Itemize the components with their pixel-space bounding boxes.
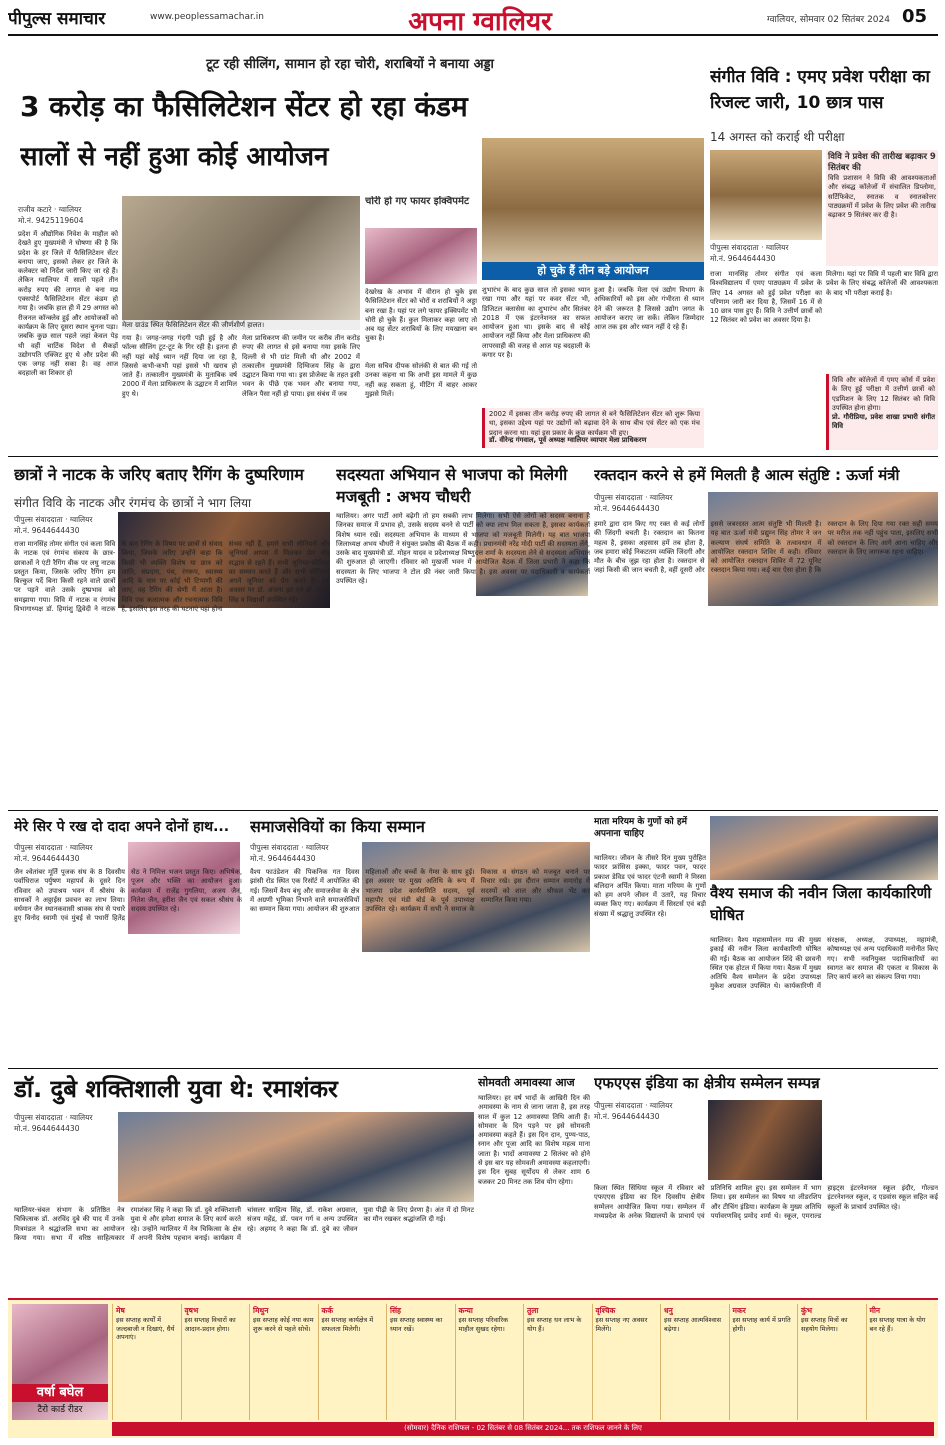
byline-phone: मो.नं. 9644644430 <box>710 254 776 263</box>
samajsevi-byline: पीपुल्स संवाददाता · ग्वालियर मो.नं. 9644644430 <box>250 843 329 863</box>
rashi-grid <box>112 1304 934 1420</box>
samajsevi-body: वैश्य फाउंडेशन की पिकनिक गत दिवस झांसी रोड स्थित एक रिसॉर्ट में आयोजित की गई। जिसमें वैश्य बंधु और समाजसेवा के क्षेत्र में अग्रणी भूमिका निभाने वाले समाजसेवियों का सम्मान किया गया। आयोजन की शुरुआत महिलाओं और बच्चों के गेम्स के साथ हुई। इस अवसर पर मुख्य अतिथि के रूप में भाजपा प्रदेश कार्यसमिति सदस्य, पूर्व महापौर एवं मंडी बोर्ड के पूर्व उपाध्यक्ष उपस्थित रहे। कार्यक्रम में सभी ने समाज के विकास व संगठन को मजबूत बनाने पर विचार रखे। इस दौरान सम्मान समारोह में सदस्यों को शाल और श्रीफल भेंट कर सम्मानित किया गया। <box>250 868 590 914</box>
byline-phone: मो.नं. 9644644430 <box>594 1112 660 1121</box>
lead-byline: राजीव कटारे · ग्वालियर मो.नं. 9425119604 <box>18 205 84 225</box>
music-side-box <box>826 150 938 266</box>
lead-body-5: मेला सचिव दीपक सोलंकी से बात की गई तो उनका कहना था कि अभी इस मामले में कुछ नहीं कह सकता हूं, मीटिंग में बाहर आकर मुझसे मिलें। <box>365 362 477 398</box>
rashi-text: इस सप्ताह स्वास्थ्य का ध्यान रखें। <box>390 1316 443 1333</box>
byline-name: पीपुल्स संवाददाता <box>710 243 759 252</box>
music-byline: पीपुल्स संवाददाता · ग्वालियर मो.नं. 9644644430 <box>710 243 789 263</box>
rashi-name: वृश्चिक <box>595 1306 616 1315</box>
rashifal-section <box>8 1298 938 1438</box>
dada-body: जैन श्वेतांबर मूर्ति पूजक संघ के 8 दिवसीय पर्वाधिराज पर्युषण महापर्व के दूसरे दिन रविवार को उपाश्रय भवन में श्रीसंघ के साधकों ने अठ्ठाईस प्रवचन का लाभ लिया। वर्धमान जैन स्थानकवासी श्रावक संघ से पधारे हुए विनोद स्वामी एवं मुंबई से पधारीं हितेंद्र सेठ ने निमित्त भजन प्रस्तुत किए। अभिषेक, पूजन और भक्ति का आयोजन हुआ। कार्यक्रम में राजेंद्र गुगलिया, अजय जैन, नितेश जैन, हरीश जैन एवं सकल श्रीसंघ के सदस्य उपस्थित रहे। <box>14 868 242 923</box>
rashi-text: इस सप्ताह आत्मविश्वास बढ़ेगा। <box>664 1316 722 1333</box>
rashi-text: इस सप्ताह मित्रों का सहयोग मिलेगा। <box>801 1316 848 1333</box>
rashi-cell <box>455 1304 524 1420</box>
byline-name: राजीव कटारे <box>18 205 52 214</box>
rashi-text: इस सप्ताह कार्य में प्रगति होगी। <box>732 1316 791 1333</box>
lead-photo-ceiling <box>122 196 360 320</box>
rashi-name: कुंभ <box>801 1306 813 1315</box>
astrologer-name: वर्षा बघेल <box>12 1384 108 1402</box>
byline-place: ग्वालियर <box>649 493 673 502</box>
byline-name: पीपुल्स संवाददाता <box>14 843 63 852</box>
section-title: अपना ग्वालियर <box>408 7 552 34</box>
music-body-2: मिलेगा। यहां पर विवि में पहली बार विवि द्वारा प्रवेश के लिए संबद्ध कॉलेजों की आवश्यकता के बाद भी परीक्षा कराई है। <box>826 270 938 297</box>
rashi-text: इस सप्ताह कार्यों में जल्दबाजी न दिखाएं, धैर्य अपनाएं। <box>116 1316 175 1341</box>
byline-phone: मो.नं. 9644644430 <box>594 504 660 513</box>
rashi-cell <box>592 1304 661 1420</box>
vaishya-photo <box>710 816 938 880</box>
rashi-name: वृषभ <box>184 1306 199 1315</box>
date-line: ग्वालियर, सोमवार 02 सितंबर 2024 <box>766 15 890 25</box>
lead-body-3: मेला प्राधिकरण की जमीन पर करीब तीन करोड़ रुपए की लागत से इसे बनाया गया इसके लिए दिल्ली से भी ग्रांट मिली थी और 2002 में तत्कालीन मुख्यमंत्री दिग्विजय सिंह के द्वारा उद्घाटन किया गया था। इस प्रोजेक्ट के तहत इसी भवन के पीछे एक भवन और बनाया गया, लेकिन पैसा नहीं हो पाया। इस संबंध में जब <box>242 334 360 398</box>
inset-title: चोरी हो गए फायर इक्विपमेंट <box>365 196 470 207</box>
inset-body: देखरेख के अभाव में वीरान हो चुके इस फैसिलिटेशन सेंटर को चोरों व शराबियों ने अड्डा बना रखा है। यहां पर लगे फायर इक्विपमेंट भी चोरी हो चुके हैं। कुल मिलाकर कहा जाए तो अब यह सेंटर शराबियों के लिए मयखाना बन चुका है। <box>365 288 477 343</box>
byline-place: ग्वालियर <box>69 515 93 524</box>
quote-author: डॉ. वीरेन्द्र गंगवाल, पूर्व अध्यक्ष ग्वालियर व्यापार मेला प्राधिकरण <box>489 436 647 444</box>
rashi-text: इस सप्ताह विचारों का आदान-प्रदान होगा। <box>184 1316 236 1333</box>
lead-quote <box>482 408 704 448</box>
byline-phone: मो.नं. 9425119604 <box>18 216 84 225</box>
byline-name: पीपुल्स संवाददाता <box>14 515 63 524</box>
byline-phone: मो.नं. 9644644430 <box>14 1124 80 1133</box>
byline-phone: मो.नं. 9644644430 <box>250 854 316 863</box>
rashi-text: इस सप्ताह परिवारिक माहौल सुखद रहेगा। <box>458 1316 509 1333</box>
section-rule-3 <box>8 1068 938 1069</box>
section-rule-2 <box>8 810 938 811</box>
newspaper-logo: पीपुल्स समाचार <box>8 9 106 28</box>
drama-body: राजा मानसिंह तोमर संगीत एवं कला विवि के नाटक एवं रंगमंच संकाय के छात्र-छात्राओं ने एंटी रैगिंग वीक पर लघु नाटक प्रस्तुत किया, जिसके जरिए रैगिंग हम बिल्कुल पर्दे बिना किसी रहने वाले छात्रों पर पड़ने वाले उसके दुष्प्रभाव को समझाया गया। विवि में नाटक व रंगमंच विभागाध्यक्ष डॉ. हिमांशु द्विवेदी ने नाटक के बाद रैगिंग के विषय पर छात्रों से संवाद किया, जिसके जरिए उन्होंने कहा कि किसी भी व्यक्ति विशेष या छात्र को जाति, संप्रदाय, पंथ, रंगरूप, स्वास्थ्य आदि के नाम पर कोई भी टिप्पणी की जाए, वह रैगिंग की श्रेणी में आता है। विवि एक कलात्मक और रचनात्मक विवि है, इसलिए इस तरह की घटनाएं यहां होना संभव नहीं हैं, हमारे सभी सीनियर्स और जूनियर्स आपस में मिलकर प्रेम और सद्भाव से रहते हैं। सभी जूनियर-सीनियर का सम्मान करते हैं और सभी सीनियर्स अपने जूनियर को प्रेम करते हैं। इस अवसर पर डॉ. अंजना झा एवं डॉ. संजय सिंह व विद्यार्थी उपस्थित रहे। <box>14 540 330 614</box>
masthead-rule <box>8 34 938 36</box>
bjp-headline: सदस्यता अभियान से भाजपा को मिलेगी मजबूती : अभय चौधरी <box>336 465 568 506</box>
lead-headline: 3 करोड़ का फैसिलिटेशन सेंटर हो रहा कंडम <box>20 90 468 123</box>
side-body: विवि प्रशासन ने विवि की आवश्यकताओं और संबद्ध कॉलेजों में संचालित डिप्लोमा, सर्टिफिकेट, स्नातक व स्नातकोत्तर पाठ्यक्रमों में प्रवेश के लिए प्रवेश की तारीख बढ़ाकर 9 सितंबर कर दी है। <box>828 174 936 220</box>
rashi-text: इस सप्ताह धन लाभ के योग हैं। <box>527 1316 582 1333</box>
lead-kicker: टूट रही सीलिंग, सामान हो रहा चोरी, शराबियों ने बनाया अड्डा <box>206 57 494 72</box>
dubey-photo <box>118 1112 474 1202</box>
music-headline: संगीत विवि : एमए प्रवेश परीक्षा का रिजल्ट जारी, 10 छात्र पास <box>710 67 930 113</box>
blood-headline: रक्तदान करने से हमें मिलती है आत्म संतुष्टि : ऊर्जा मंत्री <box>594 466 900 484</box>
music-note <box>826 374 938 450</box>
music-subhead: 14 अगस्त को कराई थी परीक्षा <box>710 130 845 144</box>
byline-name: पीपुल्स संवाददाता <box>14 1113 63 1122</box>
rashi-cell <box>729 1304 798 1420</box>
samajsevi-headline: समाजसेवियों का किया सम्मान <box>250 817 425 836</box>
page-number: 05 <box>902 6 928 27</box>
dubey-headline: डॉ. दुबे शक्तिशाली युवा थे: रमाशंकर <box>14 1075 338 1103</box>
vaishya-body: ग्वालियर। वैश्य महासम्मेलन मप्र की मुख्य इकाई की नवीन जिला कार्यकारिणी घोषित की गई। बैठक का आयोजन शिंदे की छावनी स्थित एक होटल में किया गया। बैठक में मुख्य अतिथि वैश्य सम्मेलन के प्रदेश उपाध्यक्ष मुकेश अग्रवाल उपस्थित थे। कार्यकारिणी में संरक्षक, अध्यक्ष, उपाध्यक्ष, महामंत्री, कोषाध्यक्ष एवं अन्य पदाधिकारी मनोनीत किए गए। सभी नवनियुक्त पदाधिकारियों का स्वागत कर समाज की एकता व विकास के लिए कार्य करने का संकल्प लिया गया। <box>710 936 938 991</box>
rashi-text: इस सप्ताह नए अवसर मिलेंगे। <box>595 1316 648 1333</box>
drama-byline: पीपुल्स संवाददाता · ग्वालियर मो.नं. 9644644430 <box>14 515 93 535</box>
astrologer-title: टैरो कार्ड रीडर <box>37 1405 83 1415</box>
vaishya-headline: वैश्य समाज की नवीन जिला कार्यकारिणी घोषित <box>710 884 932 924</box>
fmas-body: किला स्थित सिंधिया स्कूल में रविवार को एफएएस इंडिया का दिन दिवसीय क्षेत्रीय सम्मेलन आयोजित किया गया। सम्मेलन में मध्यप्रदेश के अनेक विद्यालयों के प्राचार्य एवं प्रतिनिधि शामिल हुए। इस सम्मेलन में भाग लिया। इस सम्मेलन का विषय था लीडरशिप और टीचिंग इंडिया। कार्यक्रम के मुख्य अतिथि पर्यावरणविद् प्रमोद शर्मा थे। स्कूल, एमराल्ड हाइट्स इंटरनेशनल स्कूल इंदौर, गोल्डन इंटरनेशनल स्कूल, द एडवांस स्कूल सहित कई स्कूलों के प्राचार्य उपस्थित रहे। <box>594 1184 938 1220</box>
byline-place: ग्वालियर <box>305 843 329 852</box>
lead-body-6: शुभारंभ के बाद कुछ साल तो इसका ध्यान रखा गया और यहां पर कवर सेंटर भी, डिजिटल क्लासेस का शुभारंभ और सितंबर 2018 में एक इंटरनेशनल का सफल आयोजन हुआ था। इसके बाद से कोई आयोजन नहीं किया और मेला प्राधिकरण की लापरवाही की वजह से आज यह बदहाली के कगार पर है। <box>482 286 590 360</box>
byline-name: पीपुल्स संवाददाता <box>594 493 643 502</box>
rashi-name: कर्क <box>321 1306 334 1315</box>
rashi-cell <box>181 1304 250 1420</box>
rashi-name: धनु <box>664 1306 673 1315</box>
byline-place: ग्वालियर <box>765 243 789 252</box>
note-author: प्रो. गौरीप्रिया, प्रवेश शाखा प्रभारी संगीत विवि <box>832 413 935 431</box>
dubey-body: ग्वालियर-चंबल संभाग के प्रतिष्ठित नेत्र चिकित्सक डॉ. अरविंद दुबे की याद में उनके मित्रमंडल ने श्रद्धांजलि सभा का आयोजन किया गया। सभा में वरिष्ठ साहित्यकार रमाशंकर सिंह ने कहा कि डॉ. दुबे शक्तिशाली युवा थे और हमेशा समाज के लिए कार्य करते रहे। उन्होंने ग्वालियर में नेत्र चिकित्सा के क्षेत्र में अपनी विशेष पहचान बनाई। कार्यक्रम में चांसलर साहित्य सिंह, डॉ. राकेश अग्रवाल, संजय महेंद्र, डॉ. पवन गर्ग व अन्य उपस्थित रहे। अहमद ने कहा कि डॉ. दुबे का जीवन युवा पीढ़ी के लिए प्रेरणा है। अंत में दो मिनट का मौन रखकर श्रद्धांजलि दी गई। <box>14 1206 474 1242</box>
drama-subhead: संगीत विवि के नाटक और रंगमंच के छात्रों ने भाग लिया <box>14 496 252 510</box>
byline-place: ग्वालियर <box>649 1101 673 1110</box>
fmas-byline: पीपुल्स संवाददाता · ग्वालियर मो.नं. 9644644430 <box>594 1101 673 1121</box>
byline-name: पीपुल्स संवाददाता <box>250 843 299 852</box>
fmas-photo <box>708 1100 822 1180</box>
note-text: विवि और कॉलेजों में एमए कोर्स में प्रवेश के लिए हुई परीक्षा में उत्तीर्ण छात्रों को एडमिशन के लिए 12 सितंबर को विवि उपस्थित होना होगा। <box>832 376 935 412</box>
lead-subhead: सालों से नहीं हुआ कोई आयोजन <box>20 142 329 172</box>
lead-body-7: हुआ है। जबकि मेला एवं उद्योग विभाग के अधिकारियों को इस ओर गंभीरता से ध्यान देने की जरूरत है जिससे उद्योग जगत के आयोजन कराए जा सकें। लेकिन जिम्मेदार आज तक इस ओर ध्यान नहीं दे रहे हैं। <box>594 286 704 332</box>
fmas-headline: एफएएस इंडिया का क्षेत्रीय सम्मेलन सम्पन्न <box>594 1074 820 1092</box>
rashi-name: तुला <box>527 1306 539 1315</box>
section-rule-1 <box>8 456 938 457</box>
rashi-cell <box>866 1304 935 1420</box>
byline-place: ग्वालियर <box>69 1113 93 1122</box>
lead-photo1-caption: मेला ग्राउंड स्थित फैसिलिटेशन सेंटर की जीर्णशीर्ण हालत। <box>122 320 360 330</box>
newspaper-url[interactable]: www.peoplessamachar.in <box>150 12 264 22</box>
rashi-cell <box>523 1304 592 1420</box>
music-body-1: राजा मानसिंह तोमर संगीत एवं कला विश्वविद्यालय में एमए पाठ्यक्रम में प्रवेश के लिए 14 अगस्त को हुई प्रवेश परीक्षा का परिणाम जारी कर दिया है, जिसमें 16 में से 10 छात्र पास हुए हैं। विवि ने उत्तीर्ण छात्रों को 12 सितंबर को प्रवेश का अवसर दिया है। <box>710 270 822 325</box>
rashi-name: मेष <box>116 1306 125 1315</box>
lead-body-1: प्रदेश में औद्योगिक निवेश के माहौल को देखते हुए मुख्यमंत्री ने घोषणा की है कि प्रदेश के हर जिले में फैसिलिटेशन सेंटर बनाया जाए, इसको लेकर हर जिले के कलेक्टर को निर्देश जारी किए जा रहे हैं। लेकिन ग्वालियर में सालों पहले तीन करोड़ रुपए की लागत से बना मप्र एक्सपोर्ट फैसिलिटेशन सेंटर कंडम हो गया है। जबकि हाल ही में 29 अगस्त को रीजनल कॉन्क्लेव हुई और आयोजकों को कार्यक्रम के लिए दूसरा स्थान चुनना पड़ा। जबकि कुछ साल पहले जहां केवल पेड़ थी वहीं चार्टिक विदेश से सैकड़ों उद्योगपति एक्जिट हुए थे और प्रदेश की एक जगह नहीं सका है। वह आज बदहाली का शिकार हो <box>18 230 118 378</box>
rashi-cell <box>112 1304 181 1420</box>
rashi-text: इस सप्ताह यात्रा के योग बन रहे हैं। <box>869 1316 926 1333</box>
lead-photo-hall <box>482 138 704 280</box>
rashi-cell <box>318 1304 387 1420</box>
byline-phone: मो.नं. 9644644430 <box>14 526 80 535</box>
lead-body-2: गया है। जगह-जगह गंदगी पड़ी हुई है और फॉल्स सीलिंग टूट-टूट के गिर रही है। इतना ही नहीं यहां कोई ध्यान नहीं दिया जा रहा है, जिससे कभी-कभी यहां इससे भी खराब हो जाते हैं। तत्कालीन मुख्यमंत्री के मुताबिक वर्ष 2000 में मेला प्राधिकरण के उद्घाटन में शामिल हुए थे। <box>122 334 237 398</box>
rashi-cell <box>249 1304 318 1420</box>
rashi-cell <box>386 1304 455 1420</box>
rashi-name: मीन <box>869 1306 881 1315</box>
byline-place: ग्वालियर <box>69 843 93 852</box>
mata-body: ग्वालियर। जीवन के तीसरे दिन मुख्य पुरोहित फादर फ्रांसिस इक्का, फादर पवन, फादर प्रकाश डेविड एवं फादर एंटनी स्वामी ने मिस्सा बलिदान अर्पित किया। माता मरियम के गुणों को हम अपने जीवन में उतारें, यह विचार व्यक्त किए गए। कार्यक्रम में सिस्टर्स एवं बड़ी संख्या में श्रद्धालु उपस्थित रहे। <box>594 854 706 918</box>
rashi-text: इस सप्ताह कोई नया काम शुरू करने से पहले सोचें। <box>253 1316 314 1333</box>
rashi-name: मिथुन <box>253 1306 269 1315</box>
byline-phone: मो.नं. 9644644430 <box>14 854 80 863</box>
lead-photo2-caption: हो चुके हैं तीन बड़े आयोजन <box>482 262 704 280</box>
rashi-name: मकर <box>732 1306 746 1315</box>
music-photo <box>710 150 822 240</box>
fire-equipment-photo <box>365 228 477 284</box>
amavasya-body: ग्वालियर। हर वर्ष भादों के आखिरी दिन की अमावस्या के नाम से जाना जाता है, इस तरह साल में कुल 12 अमावस्या तिथि आती हैं। सोमवार के दिन पड़ने पर इसे सोमवती अमावस्या कहते हैं। इस दिन दान, पुण्य-पाठ, स्नान और पूजा आदि का विशेष महत्व माना जाता है। भादों अमावस्या 2 सितंबर को होने से इस बार यह सोमवती अमावस्या कहलाएगी। इस दिन सुबह सूर्योदय से लेकर शाम 6 बजकर 20 मिनट तक शिव योग रहेगा। <box>478 1094 590 1186</box>
mata-headline: माता मरियम के गुणों को हमें अपनाना चाहिए <box>594 817 688 839</box>
dada-headline: मेरे सिर पे रख दो दादा अपने दोनों हाथ... <box>14 819 230 835</box>
dubey-byline: पीपुल्स संवाददाता · ग्वालियर मो.नं. 9644644430 <box>14 1113 93 1133</box>
byline-name: पीपुल्स संवाददाता <box>594 1101 643 1110</box>
amavasya-headline: सोमवती अमावस्या आज <box>478 1076 575 1089</box>
rashi-name: सिंह <box>390 1306 401 1315</box>
byline-place: ग्वालियर <box>58 205 82 214</box>
blood-byline: पीपुल्स संवाददाता · ग्वालियर मो.नं. 9644644430 <box>594 493 673 513</box>
rashi-text: इस सप्ताह कार्यक्षेत्र में सफलता मिलेगी। <box>321 1316 374 1333</box>
blood-body: हमारे द्वारा दान किए गए रक्त से कई लोगों की जिंदगी बचती है। रक्तदान का कितना महत्व है, इसका अहसास हमें तब होता है, जब हमारा कोई निकटतम व्यक्ति जिंदगी और मौत के बीच जूझ रहा होता है। रक्तदान से जहां किसी की जान बचती है, वहीं दूसरी ओर इससे जबरदस्त आत्म संतुष्टि भी मिलती है। यह बात ऊर्जा मंत्री प्रद्युम्न सिंह तोमर ने जन कल्याण संघर्ष समिति के तत्वावधान में आयोजित रक्तदान शिविर में कही। रविवार को आयोजित रक्तदान शिविर में 72 यूनिट रक्तदान किया गया। कई बार ऐसा होता है कि रक्तदान के लिए दिया गया रक्त सही समय पर मरीज तक नहीं पहुंच पाता, इसलिए सभी को रक्तदान के लिए आगे आना चाहिए और रक्तदान के लिए जागरूक रहना चाहिए। <box>594 520 938 575</box>
bjp-body: ग्वालियर। अगर पार्टी आगे बढ़ेगी तो हम सबकी लाभ मिलेगा। सभी ऐसे लोगों को सदस्य बनाना है जिनका समाज में प्रभाव हो, उसके सदस्य बनने से पार्टी को क्या लाभ मिल सकता है, इसका कार्यकर्ता विशेष ध्यान रखें। सदस्यता अभियान के माध्यम से भाजपा को मजबूती मिलेगी। यह बात भाजपा जिलाध्यक्ष अभय चौधरी ने संयुक्त प्रकोष्ठ की बैठक में कही। प्रधानमंत्री नरेंद्र मोदी पार्टी की सदस्यता लेंगे, उसके बाद मुख्यमंत्री डॉ. मोहन यादव व प्रदेशाध्यक्ष विष्णुदत्त शर्मा के सदस्यता लेने से सदस्यता अभियान की शुरुआत हो जाएगी। रविवार को मुखर्जी भवन में आयोजित बैठक में जिला प्रभारी ने कहा कि सदस्यता के लिए भाजपा ने टोल फ्री नंबर जारी किया है। इस अवसर पर पदाधिकारी व कार्यकर्ता उपस्थित रहे। <box>336 512 590 586</box>
rashi-cell <box>660 1304 729 1420</box>
quote-text: 2002 में इसका तीन करोड़ रुपए की लागत से बने फैसिलिटेशन सेंटर को शुरू किया था, इसका उद्देश्य यहां पर उद्योगों को बढ़ावा देने के साथ बीच एवं सेंटर को एक मंच प्रदान करना था। यहां इस प्रकार के कुछ कार्यक्रम भी हुए। <box>489 410 700 436</box>
rashi-name: कन्या <box>458 1306 473 1315</box>
rashi-cell <box>797 1304 866 1420</box>
side-title: विवि ने प्रवेश की तारीख बढ़ाकर 9 सितंबर की <box>828 152 936 173</box>
dada-byline: पीपुल्स संवाददाता · ग्वालियर मो.नं. 9644644430 <box>14 843 93 863</box>
rashifal-footer: (सोमवार) दैनिक राशिफल - 02 सितंबर से 08 सितंबर 2024... तक राशिफल जानने के लिए <box>112 1422 934 1436</box>
drama-headline: छात्रों ने नाटक के जरिए बताए रैगिंग के दुष्परिणाम <box>14 465 304 484</box>
